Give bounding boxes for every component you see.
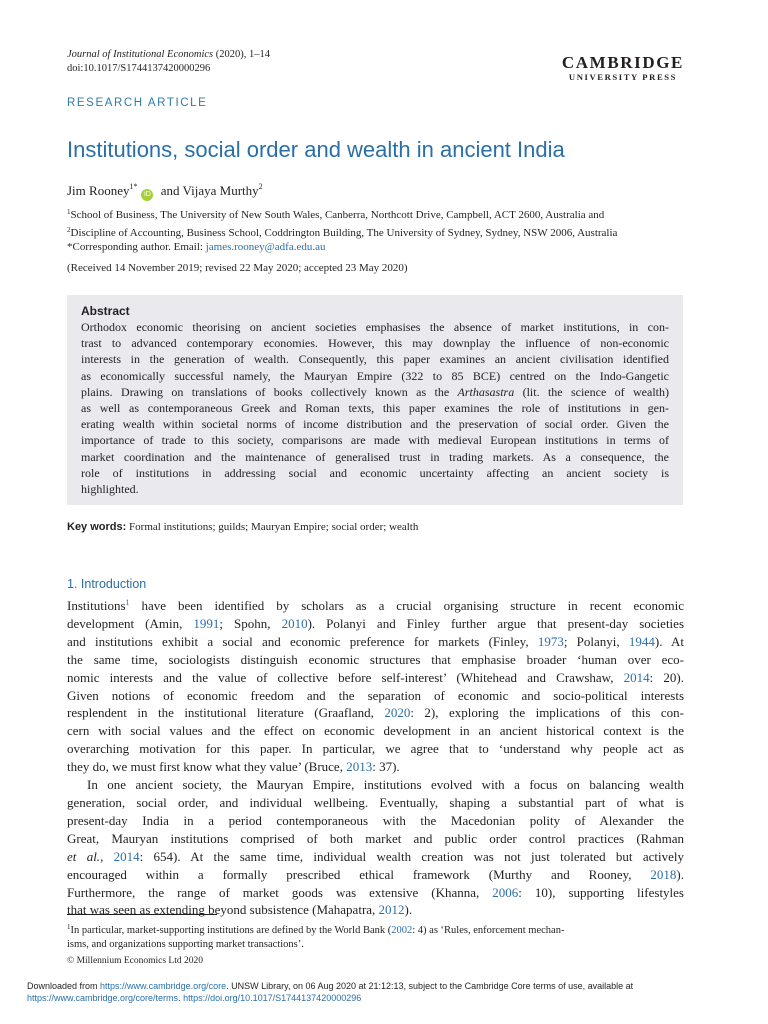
download-text: . UNSW Library, on 06 Aug 2020 at 21:12:13, subject to the Cambridge Core terms of use, available at: [226, 981, 634, 991]
body-text-run: encouraged within a formally prescribed ethical framework (Murthy and Rooney,: [67, 866, 651, 882]
abstract-line: role of institutions in addressing social and economic uncertainty affecting an ancient society is: [81, 465, 669, 480]
body-text-run: ).: [676, 866, 684, 882]
author-1: Jim Rooney: [67, 183, 130, 198]
body-text-run: nomic interests and the value of collective before self-interest’ (Whitehead and Crawshaw,: [67, 669, 624, 685]
affiliation-1-text: School of Business, The University of New South Wales, Canberra, Northcott Drive, Campbell, ACT 2600, Australia and: [70, 209, 605, 221]
body-text-run: resplendent in the institutional literature (Graafland,: [67, 705, 385, 721]
affiliation-1: [67, 205, 617, 223]
body-text-run: : 20).: [649, 669, 684, 685]
body-line: Given notions of economic freedom and the separation of economic and socio-political interests: [67, 687, 684, 703]
body-line: In one ancient society, the Mauryan Empire, institutions evolved with a focus on balancing wealth: [87, 777, 684, 793]
body-text-run: : 37).: [372, 759, 400, 775]
abstract-line: [81, 384, 669, 400]
author-1-marker: 1*: [129, 182, 138, 191]
citation-link[interactable]: 2018: [650, 866, 677, 882]
author-2: Vijaya Murthy: [182, 183, 259, 198]
footnote: [67, 920, 684, 952]
download-text: Downloaded from: [27, 981, 101, 991]
citation-link[interactable]: 2014: [623, 669, 650, 685]
body-line: [67, 901, 684, 919]
body-line: overarching motivation for this paper. In particular, we agree that to ‘understand why people act as: [67, 741, 684, 757]
body-text-run: ; Polanyi,: [563, 633, 629, 649]
body-line: the same time, sociologists distinguish economic structures that emphasise broader ‘human over eco-: [67, 651, 684, 667]
abstract-line: trast to advanced contemporary economies. However, this may downplay the influence of non-economic: [81, 336, 669, 351]
body-text-run: and institutions exhibit a social and economic preference for markets (Finley,: [67, 633, 538, 649]
publisher-logo-line2: UNIVERSITY PRESS: [568, 72, 678, 82]
corresponding-author: [67, 240, 617, 255]
affiliations: [67, 205, 617, 255]
citation-link[interactable]: 1991: [193, 615, 220, 631]
body-line: [67, 704, 684, 722]
article-title: Institutions, social order and wealth in ancient India: [67, 137, 565, 162]
body-text-run: ). Polanyi and Finley further argue that present-day societies: [307, 615, 684, 631]
abstract-line: Orthodox economic theorising on ancient societies emphasises the absence of market institutions, in con-: [81, 320, 669, 334]
body-text-run: : 2), exploring the implications of this con-: [410, 705, 684, 721]
download-line: [27, 980, 727, 992]
author-2-marker: 2: [258, 182, 263, 191]
body-text-run: : 654). At the same time, individual wealth creation was not just tolerated but actively: [139, 848, 684, 864]
body-line: [67, 848, 684, 866]
footnote-ref[interactable]: 1: [125, 598, 130, 607]
footnote-marker: 1: [67, 923, 71, 931]
abstract-line: market coordination and the maintenance of generalised trust in trading markets. As a consequence, the: [81, 449, 669, 464]
body-line: [67, 669, 684, 687]
citation-link[interactable]: 1944: [628, 633, 655, 649]
citation-link[interactable]: 2006: [492, 884, 519, 900]
footnote-line: [67, 920, 684, 938]
citation-link[interactable]: 2002: [391, 925, 413, 936]
body-text-italic: et al.: [67, 848, 101, 864]
body-line: [67, 758, 684, 776]
body-text: [67, 597, 684, 919]
affiliation-2-text: Discipline of Accounting, Business School, Coddrington Building, The University of Sydney, Sydney, NSW 2006, Australia: [70, 226, 618, 239]
affiliation-1-marker: 1: [67, 208, 71, 216]
body-text-run: : 10), supporting lifestyles: [518, 884, 684, 900]
citation-link[interactable]: 1973: [537, 633, 564, 649]
keywords-text: Formal institutions; guilds; Mauryan Empire; social order; wealth: [126, 521, 419, 533]
orcid-icon[interactable]: iD: [141, 189, 153, 201]
abstract-box: [67, 295, 683, 505]
body-text-run: Furthermore, the range of market goods was extensive (Khanna,: [67, 884, 493, 900]
affiliation-2-marker: 2: [67, 225, 71, 234]
body-text-run: ; Spohn,: [219, 615, 282, 631]
author-connector: and: [157, 183, 183, 198]
abstract-line: highlighted.: [81, 482, 139, 497]
footnote-line: isms, and organizations supporting market transactions’.: [67, 939, 304, 950]
affiliation-2: [67, 223, 617, 241]
abstract-line: erating wealth within societal norms of income distribution and the preservation of social order. Given the: [81, 417, 669, 432]
keywords: [67, 521, 418, 533]
journal-name: Journal of Institutional Economics: [67, 49, 214, 60]
body-text-run: have been identified by scholars as a crucial organising structure in recent economic: [129, 598, 684, 613]
body-text-run: ,: [100, 848, 114, 864]
corresponding-label: *Corresponding author. Email:: [67, 241, 206, 253]
received-dates: (Received 14 November 2019; revised 22 May 2020; accepted 23 May 2020): [67, 262, 408, 274]
body-line: [67, 615, 684, 633]
footnote-text: : 4) as ‘Rules, enforcement mechan-: [412, 925, 565, 936]
terms-link[interactable]: https://www.cambridge.org/core/terms: [27, 993, 179, 1003]
body-line: [67, 597, 684, 615]
body-line: cern with social values and the effect on economic development in an ancient historical context is the: [67, 723, 684, 739]
footnote-text: In particular, market-supporting institutions are defined by the World Bank (: [70, 925, 392, 936]
publisher-logo: [562, 54, 684, 83]
body-line: [67, 866, 684, 884]
footnote-divider: [67, 914, 217, 915]
abstract-line: importance of trade to this society, comparisons are made with medieval European institutions in terms of: [81, 433, 669, 448]
download-text: .: [178, 993, 184, 1003]
citation-link[interactable]: 2020: [384, 705, 411, 721]
download-line: [27, 992, 727, 1004]
body-text-run: Institutions: [67, 598, 126, 613]
abstract-text: (lit. the science of wealth): [514, 384, 669, 399]
journal-citation: [67, 48, 270, 62]
body-line: [67, 633, 684, 651]
body-text-run: ).: [404, 902, 413, 918]
section-heading: 1. Introduction: [67, 577, 147, 591]
copyright: © Millennium Economics Ltd 2020: [67, 956, 203, 966]
citation-link[interactable]: 2012: [378, 902, 405, 918]
keywords-label: Key words:: [67, 521, 127, 533]
email-link[interactable]: james.rooney@adfa.edu.au: [205, 241, 326, 253]
citation-link[interactable]: 2014: [113, 848, 140, 864]
abstract-heading: Abstract: [81, 304, 130, 318]
publisher-logo-line1: CAMBRIDGE: [561, 53, 684, 72]
article-type: RESEARCH ARTICLE: [67, 97, 208, 109]
body-text-run: that was seen as extending beyond subsistence (Mahapatra,: [67, 902, 379, 918]
body-text-run: they do, we must first know what they value’ (Bruce,: [67, 759, 347, 775]
download-notice: [27, 980, 727, 1004]
journal-volume: (2020), 1–14: [213, 49, 270, 60]
abstract-text: plains. Drawing on translations of books collectively known as the: [81, 384, 458, 399]
journal-info: [67, 48, 270, 76]
abstract-line: as well as contemporaneous Greek and Roman texts, this paper examines the role of institutions in gen-: [81, 401, 669, 416]
doi-link[interactable]: https://doi.org/10.1017/S1744137420000296: [183, 993, 362, 1003]
body-line: generation, social order, and individual wellbeing. Eventually, shaping a substantial part of what is: [67, 794, 684, 810]
cambridge-core-link[interactable]: https://www.cambridge.org/core: [100, 981, 227, 991]
body-line: present-day India in a period contemporaneous with the Macedonian polity of Alexander the: [67, 812, 684, 828]
body-text-run: ). At: [654, 633, 684, 649]
journal-doi: doi:10.1017/S1744137420000296: [67, 63, 211, 74]
body-line: Great, Mauryan institutions comprised of both market and public order control practices (Rahman: [67, 830, 684, 846]
abstract-line: interests in the generation of wealth. Consequently, this paper examines an ancient civilisation identified: [81, 352, 669, 367]
author-list: [67, 178, 263, 201]
citation-link[interactable]: 2013: [346, 759, 373, 775]
abstract-italic-term: Arthasastra: [457, 384, 515, 399]
abstract-line: as economically successful namely, the Mauryan Empire (322 to 85 BCE) centred on the Indo-Gangetic: [81, 368, 669, 383]
citation-link[interactable]: 2010: [281, 615, 308, 631]
body-text-run: development (Amin,: [67, 615, 194, 631]
body-line: [67, 884, 684, 902]
